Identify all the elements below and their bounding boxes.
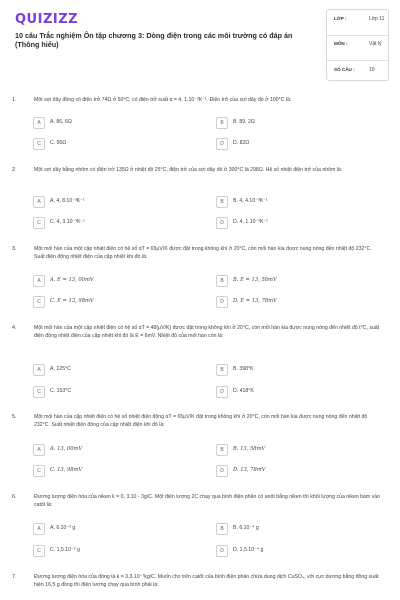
option-c[interactable]: C C. 1,5.10⁻³ g	[33, 545, 191, 557]
worksheet-header	[0, 0, 400, 84]
question-text: Đương lượng điện hóa của niken k = 0, 3.10 - 3g/C. Một điện lượng 2C chạy qua bình điện phân có anôt bằng niken thì khối lượng của niken bám vào catốt là:	[34, 494, 381, 508]
subject-value: Vật lý	[369, 41, 382, 47]
info-divider	[327, 60, 388, 61]
count-value: 10	[369, 67, 375, 73]
question-text: Một mối hàn của một cặp nhiệt điện có hệ số αT = 48(μV/K) được đặt trong không khí ở 20°C, còn mối hàn kia được nung nóng đến nhiệt độ t°C, suất điện động nhiệt điện của cặp nhiệt khi đó là E = 6mV. Nhiệt độ của mối hàn còn là:	[34, 325, 380, 339]
question-text: Một mối hàn của cặp nhiệt điện có hệ số nhiệt điện động αT = 65μV/K đặt trong không khí ở 20°C, còn mối hàn kia được nung nóng đến nhiệt độ 232°C. Suất nhiệt điện động của cặp nhiệt điện khi đó là:	[34, 414, 368, 428]
question-number: 5.	[12, 414, 17, 420]
question-number: 7.	[12, 574, 17, 580]
option-c[interactable]: C C. 4, 3.10⁻³K⁻¹	[33, 217, 191, 229]
option-c[interactable]: C C. 153°C	[33, 386, 191, 398]
option-c[interactable]: C C. E = 13, 98mV	[33, 296, 191, 308]
option-b[interactable]: B B. E = 13, 58mV	[216, 275, 374, 287]
question-number: 6.	[12, 494, 17, 500]
option-a[interactable]: A A. 13, 00mV	[33, 444, 191, 456]
option-d[interactable]: D D. E = 13, 78mV	[216, 296, 374, 308]
question-text: Một mối hàn của một cặp nhiệt điện có hệ số αT = 65μV/K được đặt trong không khí ở 20°C, còn mối hàn kia được nung nóng đến nhiệt độ 232°C. Suất điện động nhiệt điện của cặp nhiệt khi đó là:	[34, 246, 372, 260]
option-a[interactable]: A A. 125°C	[33, 364, 191, 376]
option-c[interactable]: C C. 13, 98mV	[33, 465, 191, 477]
option-a[interactable]: A A. 86, 6Ω	[33, 117, 191, 129]
option-c[interactable]: C C. 95Ω	[33, 138, 191, 150]
option-a[interactable]: A A. E = 13, 00mV	[33, 275, 191, 287]
option-b[interactable]: B B. 13, 58mV	[216, 444, 374, 456]
option-b[interactable]: B B. 89, 2Ω	[216, 117, 374, 129]
count-label: SỐ CÂU :	[334, 67, 355, 72]
quizizz-logo: QUIZIZZ	[15, 12, 79, 27]
question-text: Đương lượng điện hóa của đồng là k = 3,3.10⁻⁷kg/C. Muốn cho trên catốt của bình điện phân chứa dung dịch CuSO₄, với cực dương bằng đồng xuất hiện 16,5 g đồng thì điện lượng chạy qua bình phải là:	[34, 574, 379, 588]
option-b[interactable]: B B. 398°K	[216, 364, 374, 376]
question-number: 3.	[12, 246, 17, 252]
worksheet-title: 10 câu Trắc nghiệm Ôn tập chương 3: Dòng điện trong các môi trường có đáp án (Thông hiểu)	[15, 31, 293, 49]
question-number: 2.	[12, 167, 17, 173]
option-d[interactable]: D D. 82Ω	[216, 138, 374, 150]
option-b[interactable]: B B. 4, 4.10⁻³K⁻¹	[216, 196, 374, 208]
option-b[interactable]: B B. 6.10⁻⁴ g	[216, 523, 374, 535]
info-box	[326, 9, 389, 81]
info-divider	[327, 35, 388, 36]
option-d[interactable]: D D. 13, 78mV	[216, 465, 374, 477]
question-text: Một sợi dây bằng nhôm có điện trở 135Ω ở nhiệt độ 25°C, điện trở của sợi dây đó ở 300°C là 298Ω. Hệ số nhiệt điện trở của nhôm là:	[34, 167, 343, 173]
question-number: 4.	[12, 325, 17, 331]
class-value: Lớp 11	[369, 16, 385, 22]
class-label: LỚP :	[334, 16, 347, 21]
option-a[interactable]: A A. 4, 8.10⁻³K⁻¹	[33, 196, 191, 208]
question-text: Một sợi dây đồng có điện trở 74Ω ở 50°C; có điện trở suất α = 4, 1.10⁻³K⁻¹. Điện trở của sợi dây đó ở 100°C là:	[34, 97, 292, 103]
option-a[interactable]: A A. 6.10⁻³ g	[33, 523, 191, 535]
option-d[interactable]: D D. 1,5.10⁻⁴ g	[216, 545, 374, 557]
option-d[interactable]: D D. 4, 1.10⁻³K⁻¹	[216, 217, 374, 229]
question-number: 1.	[12, 97, 17, 103]
subject-label: MÔN :	[334, 41, 348, 46]
option-d[interactable]: D D. 418°K	[216, 386, 374, 398]
